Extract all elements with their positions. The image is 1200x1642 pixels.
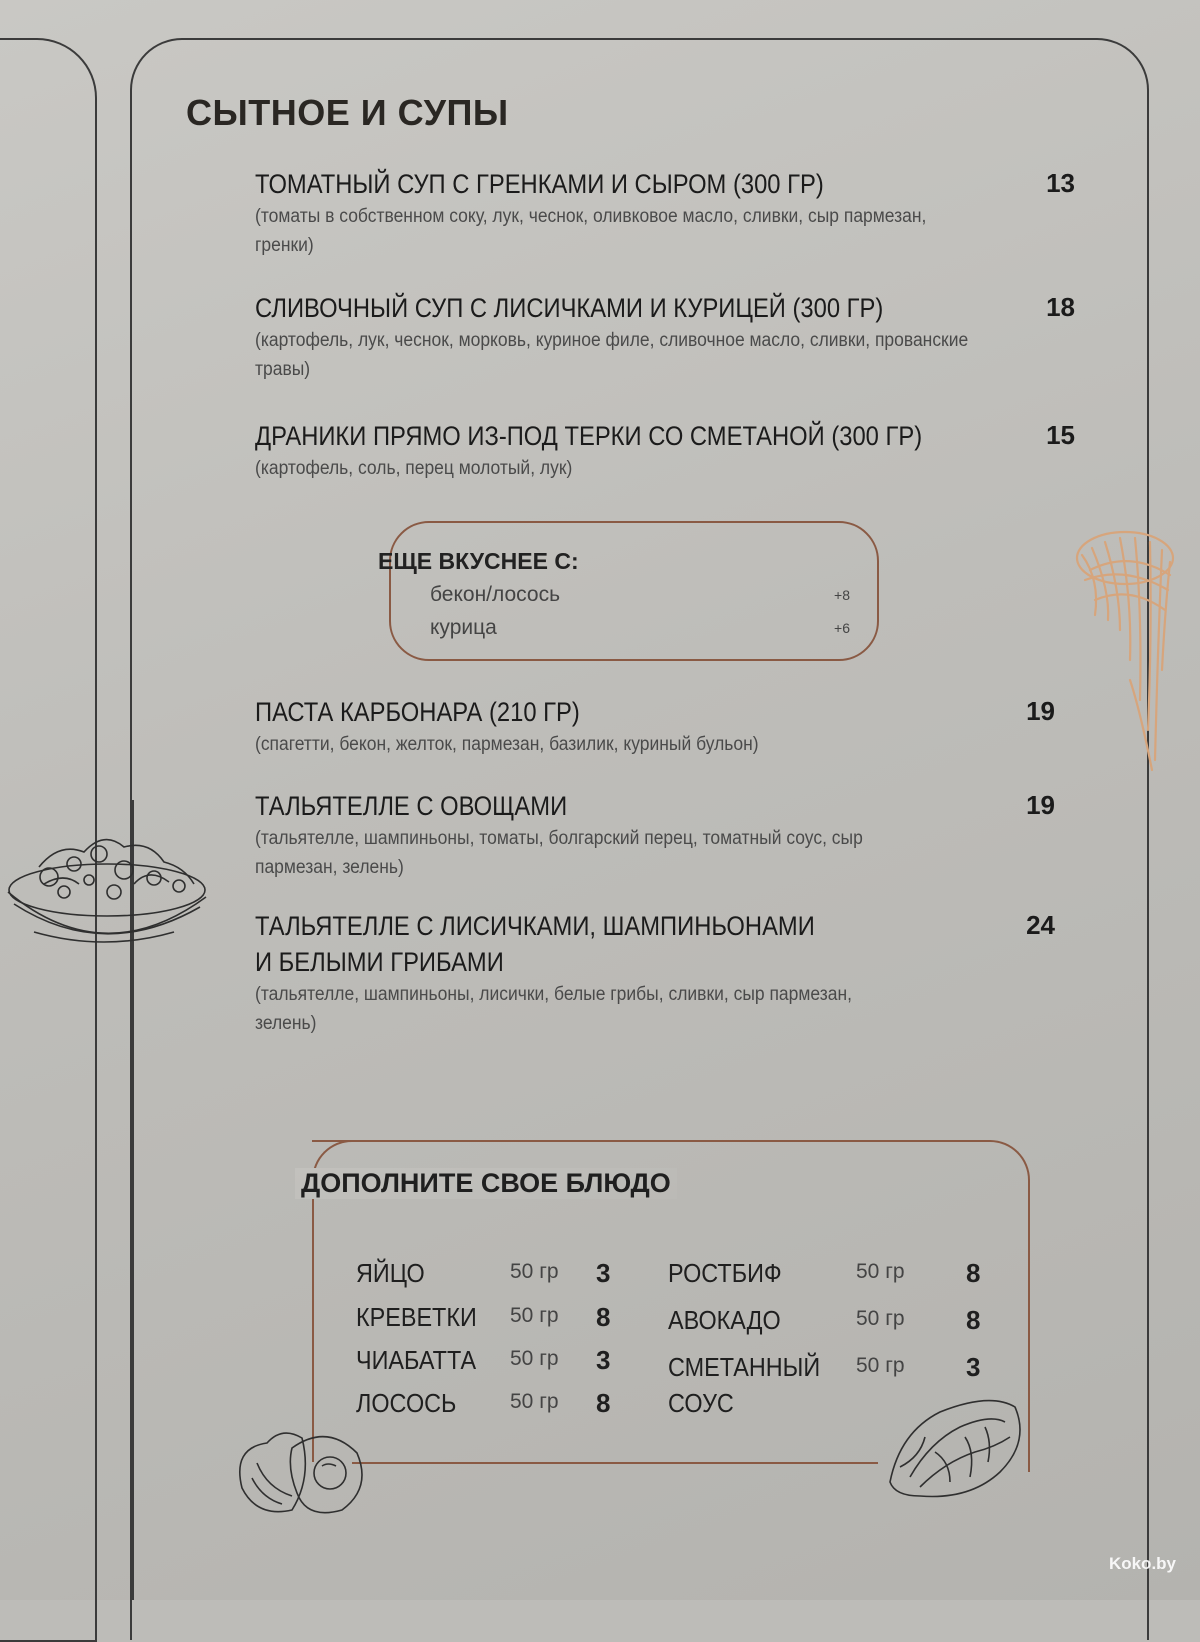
addon-row: [430, 583, 850, 607]
menu-item-description: (томаты в собственном соку, лук, чеснок, оливковое масло, сливки, сыр пармезан, гренки): [255, 206, 927, 256]
menu-item: [255, 694, 1075, 759]
menu-item: [255, 418, 1075, 483]
menu-item-description: (картофель, соль, перец молотый, лук): [255, 458, 573, 479]
menu-item: [255, 166, 1075, 260]
addon-name: бекон/лосось: [430, 583, 561, 606]
supplement-weight: 50 гр: [856, 1354, 905, 1377]
menu-item: [255, 908, 1075, 1038]
supplements-title: ДОПОЛНИТЕ СВОЕ БЛЮДО: [295, 1168, 677, 1199]
addon-price: +6: [834, 620, 850, 636]
supplement-name-line2: СОУС: [668, 1388, 734, 1418]
supplement-price: 8: [966, 1305, 981, 1335]
supplement-name: РОСТБИФ: [668, 1258, 782, 1288]
supplement-weight: 50 гр: [856, 1307, 905, 1330]
noodles-illustration: [1070, 520, 1190, 780]
menu-item-description: (спагетти, бекон, желток, пармезан, базилик, куриный бульон): [255, 734, 759, 755]
salad-bowl-illustration: [4, 822, 210, 952]
supplement-weight: 50 гр: [856, 1260, 905, 1283]
menu-item-price: 13: [1046, 168, 1075, 198]
supplements-box-bottom: [352, 1462, 878, 1464]
section-title: СЫТНОЕ И СУПЫ: [186, 92, 509, 133]
supplement-price: 8: [596, 1388, 611, 1418]
supplement-price: 3: [596, 1345, 611, 1375]
supplement-weight: 50 гр: [510, 1260, 559, 1283]
addon-name: курица: [430, 616, 497, 639]
supplement-weight: 50 гр: [510, 1304, 559, 1327]
supplement-name: АВОКАДО: [668, 1305, 781, 1335]
menu-item-price: 19: [1026, 696, 1055, 726]
watermark: Koko.by: [1108, 1554, 1176, 1573]
menu-item-description: (тальятелле, шампиньоны, лисички, белые грибы, сливки, сыр пармезан, зелень): [255, 984, 852, 1034]
supplement-price: 3: [596, 1258, 611, 1288]
menu-item: [255, 290, 1075, 384]
menu-item-description: (тальятелле, шампиньоны, томаты, болгарский перец, томатный соус, сыр пармезан, зелень): [255, 828, 863, 878]
avocado-illustration: [232, 1418, 372, 1520]
supplement-price: 8: [966, 1258, 981, 1288]
supplement-name: ЯЙЦО: [356, 1258, 425, 1288]
addon-title: ЕЩЕ ВКУСНЕЕ С:: [378, 548, 579, 574]
menu-item: [255, 788, 1075, 882]
menu-item-name: ТАЛЬЯТЕЛЛЕ С ОВОЩАМИ: [255, 791, 568, 821]
menu-item-name: ПАСТА КАРБОНАРА (210 ГР): [255, 697, 580, 727]
menu-item-name: ТАЛЬЯТЕЛЛЕ С ЛИСИЧКАМИ, ШАМПИНЬОНАМИ И БЕЛЫМИ ГРИБАМИ: [255, 911, 815, 977]
menu-item-description: (картофель, лук, чеснок, морковь, куриное филе, сливочное масло, сливки, прованские травы): [255, 330, 969, 380]
supplement-name: ЛОСОСЬ: [356, 1388, 457, 1418]
supplement-name: КРЕВЕТКИ: [356, 1302, 477, 1332]
supplement-weight: 50 гр: [510, 1347, 559, 1370]
salmon-steak-illustration: [880, 1392, 1030, 1502]
menu-item-price: 18: [1046, 292, 1075, 322]
addon-price: +8: [834, 587, 850, 603]
menu-item-price: 24: [1026, 910, 1055, 940]
supplement-name: ЧИАБАТТА: [356, 1345, 477, 1375]
supplement-name: СМЕТАННЫЙ: [668, 1352, 821, 1382]
menu-item-name: ДРАНИКИ ПРЯМО ИЗ-ПОД ТЕРКИ СО СМЕТАНОЙ (300 ГР): [255, 421, 923, 451]
menu-item-price: 19: [1026, 790, 1055, 820]
supplement-weight: 50 гр: [510, 1390, 559, 1413]
menu-item-name: ТОМАТНЫЙ СУП С ГРЕНКАМИ И СЫРОМ (300 ГР): [255, 169, 824, 199]
supplement-price: 3: [966, 1352, 981, 1382]
menu-item-price: 15: [1046, 420, 1075, 450]
supplement-price: 8: [596, 1302, 611, 1332]
addon-row: [430, 616, 850, 640]
menu-item-name: СЛИВОЧНЫЙ СУП С ЛИСИЧКАМИ И КУРИЦЕЙ (300 ГР): [255, 293, 884, 323]
